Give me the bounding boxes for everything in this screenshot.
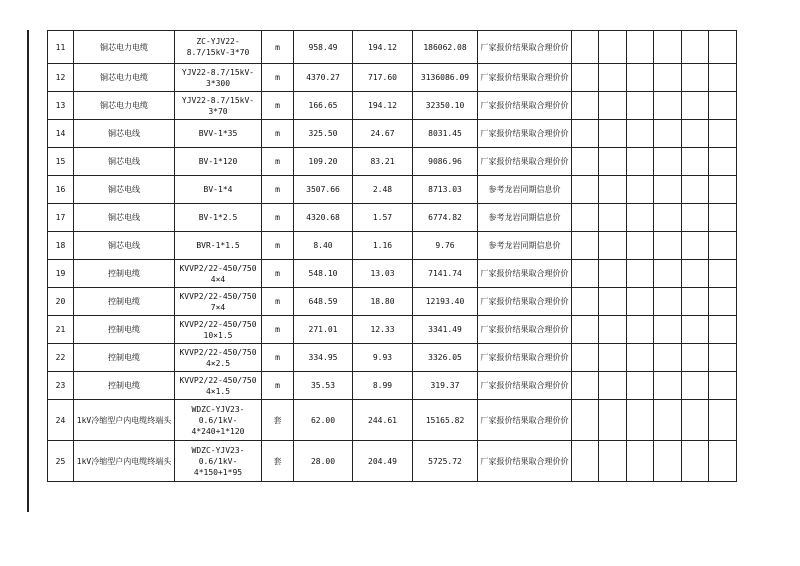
item-note: 厂家报价结果取合理价价 bbox=[478, 372, 572, 400]
item-quantity: 35.53 bbox=[294, 372, 353, 400]
row-number: 19 bbox=[48, 260, 74, 288]
empty-cell bbox=[654, 176, 682, 204]
item-note: 厂家报价结果取合理价价 bbox=[478, 400, 572, 441]
item-name: 控制电缆 bbox=[74, 372, 175, 400]
empty-cell bbox=[682, 176, 709, 204]
item-spec: KVVP2/22-450/750 10×1.5 bbox=[175, 316, 262, 344]
empty-cell bbox=[654, 204, 682, 232]
row-number: 15 bbox=[48, 148, 74, 176]
item-name: 1kV冷缩型户内电缆终端头 bbox=[74, 441, 175, 482]
item-unit: m bbox=[262, 288, 294, 316]
item-name: 控制电缆 bbox=[74, 316, 175, 344]
item-amount: 186062.08 bbox=[413, 31, 478, 64]
empty-cell bbox=[599, 260, 627, 288]
item-amount: 3136086.09 bbox=[413, 64, 478, 92]
empty-cell bbox=[682, 120, 709, 148]
item-unit: m bbox=[262, 344, 294, 372]
empty-cell bbox=[599, 372, 627, 400]
table-row bbox=[48, 148, 737, 176]
item-quantity: 648.59 bbox=[294, 288, 353, 316]
item-unit-price: 244.61 bbox=[353, 400, 413, 441]
empty-cell bbox=[627, 31, 654, 64]
row-number: 18 bbox=[48, 232, 74, 260]
item-note: 厂家报价结果取合理价价 bbox=[478, 441, 572, 482]
item-unit: m bbox=[262, 260, 294, 288]
item-quantity: 28.00 bbox=[294, 441, 353, 482]
empty-cell bbox=[682, 204, 709, 232]
empty-cell bbox=[709, 92, 737, 120]
empty-cell bbox=[654, 120, 682, 148]
empty-cell bbox=[709, 288, 737, 316]
item-spec: YJV22-8.7/15kV-3*70 bbox=[175, 92, 262, 120]
empty-cell bbox=[682, 232, 709, 260]
empty-cell bbox=[709, 372, 737, 400]
item-spec: BVV-1*35 bbox=[175, 120, 262, 148]
empty-cell bbox=[627, 288, 654, 316]
item-unit: m bbox=[262, 64, 294, 92]
empty-cell bbox=[654, 64, 682, 92]
item-name: 铜芯电力电缆 bbox=[74, 31, 175, 64]
table-row bbox=[48, 64, 737, 92]
item-unit: m bbox=[262, 148, 294, 176]
item-spec: KVVP2/22-450/750 4×4 bbox=[175, 260, 262, 288]
empty-cell bbox=[572, 288, 599, 316]
item-name: 1kV冷缩型户内电缆终端头 bbox=[74, 400, 175, 441]
empty-cell bbox=[709, 64, 737, 92]
table-row bbox=[48, 120, 737, 148]
item-name: 铜芯电线 bbox=[74, 120, 175, 148]
empty-cell bbox=[627, 64, 654, 92]
empty-cell bbox=[599, 176, 627, 204]
item-name: 铜芯电线 bbox=[74, 148, 175, 176]
item-amount: 32350.10 bbox=[413, 92, 478, 120]
item-quantity: 4320.68 bbox=[294, 204, 353, 232]
row-number: 12 bbox=[48, 64, 74, 92]
item-amount: 319.37 bbox=[413, 372, 478, 400]
empty-cell bbox=[654, 148, 682, 176]
empty-cell bbox=[682, 288, 709, 316]
item-spec: YJV22-8.7/15kV-3*300 bbox=[175, 64, 262, 92]
row-number: 23 bbox=[48, 372, 74, 400]
item-amount: 8713.03 bbox=[413, 176, 478, 204]
empty-cell bbox=[572, 441, 599, 482]
empty-cell bbox=[627, 92, 654, 120]
table-row bbox=[48, 372, 737, 400]
item-name: 控制电缆 bbox=[74, 344, 175, 372]
table-row bbox=[48, 400, 737, 441]
item-spec: KVVP2/22-450/750 4×2.5 bbox=[175, 344, 262, 372]
empty-cell bbox=[709, 148, 737, 176]
empty-cell bbox=[572, 204, 599, 232]
item-unit-price: 717.60 bbox=[353, 64, 413, 92]
item-unit: m bbox=[262, 372, 294, 400]
empty-cell bbox=[654, 441, 682, 482]
empty-cell bbox=[654, 316, 682, 344]
empty-cell bbox=[709, 316, 737, 344]
item-unit: m bbox=[262, 92, 294, 120]
item-unit: m bbox=[262, 316, 294, 344]
item-name: 铜芯电力电缆 bbox=[74, 92, 175, 120]
empty-cell bbox=[627, 316, 654, 344]
empty-cell bbox=[599, 288, 627, 316]
item-name: 铜芯电线 bbox=[74, 204, 175, 232]
empty-cell bbox=[599, 120, 627, 148]
item-spec: BV-1*120 bbox=[175, 148, 262, 176]
item-unit: m bbox=[262, 176, 294, 204]
empty-cell bbox=[654, 92, 682, 120]
empty-cell bbox=[572, 260, 599, 288]
empty-cell bbox=[654, 288, 682, 316]
price-table bbox=[47, 30, 737, 482]
empty-cell bbox=[627, 372, 654, 400]
table-row bbox=[48, 260, 737, 288]
item-note: 厂家报价结果取合理价价 bbox=[478, 31, 572, 64]
empty-cell bbox=[709, 120, 737, 148]
page-left-border bbox=[27, 30, 29, 512]
empty-cell bbox=[709, 31, 737, 64]
table-row bbox=[48, 204, 737, 232]
empty-cell bbox=[572, 92, 599, 120]
empty-cell bbox=[599, 344, 627, 372]
empty-cell bbox=[599, 31, 627, 64]
empty-cell bbox=[654, 400, 682, 441]
empty-cell bbox=[599, 64, 627, 92]
table-row bbox=[48, 232, 737, 260]
empty-cell bbox=[599, 204, 627, 232]
empty-cell bbox=[682, 148, 709, 176]
empty-cell bbox=[627, 400, 654, 441]
empty-cell bbox=[682, 260, 709, 288]
empty-cell bbox=[627, 176, 654, 204]
row-number: 11 bbox=[48, 31, 74, 64]
item-unit-price: 1.16 bbox=[353, 232, 413, 260]
row-number: 16 bbox=[48, 176, 74, 204]
item-amount: 5725.72 bbox=[413, 441, 478, 482]
item-amount: 9086.96 bbox=[413, 148, 478, 176]
empty-cell bbox=[627, 148, 654, 176]
empty-cell bbox=[627, 204, 654, 232]
empty-cell bbox=[709, 232, 737, 260]
empty-cell bbox=[572, 64, 599, 92]
empty-cell bbox=[599, 400, 627, 441]
empty-cell bbox=[572, 316, 599, 344]
empty-cell bbox=[599, 232, 627, 260]
item-spec: KVVP2/22-450/750 4×1.5 bbox=[175, 372, 262, 400]
empty-cell bbox=[709, 260, 737, 288]
empty-cell bbox=[599, 92, 627, 120]
item-note: 参考龙岩同期信息价 bbox=[478, 232, 572, 260]
item-unit-price: 8.99 bbox=[353, 372, 413, 400]
item-quantity: 325.50 bbox=[294, 120, 353, 148]
item-amount: 8031.45 bbox=[413, 120, 478, 148]
table-body bbox=[48, 31, 737, 482]
row-number: 14 bbox=[48, 120, 74, 148]
item-spec: BV-1*2.5 bbox=[175, 204, 262, 232]
item-spec: WDZC-YJV23-0.6/1kV-4*150+1*95 bbox=[175, 441, 262, 482]
item-amount: 9.76 bbox=[413, 232, 478, 260]
empty-cell bbox=[682, 64, 709, 92]
empty-cell bbox=[572, 372, 599, 400]
table-row bbox=[48, 92, 737, 120]
empty-cell bbox=[654, 344, 682, 372]
empty-cell bbox=[572, 400, 599, 441]
empty-cell bbox=[654, 372, 682, 400]
item-name: 控制电缆 bbox=[74, 288, 175, 316]
empty-cell bbox=[599, 441, 627, 482]
item-amount: 7141.74 bbox=[413, 260, 478, 288]
item-name: 铜芯电力电缆 bbox=[74, 64, 175, 92]
item-amount: 6774.82 bbox=[413, 204, 478, 232]
item-spec: KVVP2/22-450/750 7×4 bbox=[175, 288, 262, 316]
empty-cell bbox=[709, 441, 737, 482]
item-note: 参考龙岩同期信息价 bbox=[478, 204, 572, 232]
item-note: 厂家报价结果取合理价价 bbox=[478, 64, 572, 92]
item-amount: 3326.05 bbox=[413, 344, 478, 372]
empty-cell bbox=[627, 260, 654, 288]
empty-cell bbox=[654, 260, 682, 288]
item-spec: WDZC-YJV23-0.6/1kV-4*240+1*120 bbox=[175, 400, 262, 441]
item-note: 厂家报价结果取合理价价 bbox=[478, 316, 572, 344]
empty-cell bbox=[627, 344, 654, 372]
item-unit-price: 1.57 bbox=[353, 204, 413, 232]
item-note: 参考龙岩同期信息价 bbox=[478, 176, 572, 204]
empty-cell bbox=[709, 204, 737, 232]
empty-cell bbox=[572, 176, 599, 204]
item-quantity: 958.49 bbox=[294, 31, 353, 64]
empty-cell bbox=[572, 148, 599, 176]
item-note: 厂家报价结果取合理价价 bbox=[478, 92, 572, 120]
item-unit-price: 83.21 bbox=[353, 148, 413, 176]
item-note: 厂家报价结果取合理价价 bbox=[478, 120, 572, 148]
table-row bbox=[48, 316, 737, 344]
empty-cell bbox=[709, 400, 737, 441]
empty-cell bbox=[627, 441, 654, 482]
empty-cell bbox=[599, 316, 627, 344]
item-name: 铜芯电线 bbox=[74, 232, 175, 260]
table-row bbox=[48, 176, 737, 204]
empty-cell bbox=[572, 232, 599, 260]
table-row bbox=[48, 31, 737, 64]
empty-cell bbox=[654, 232, 682, 260]
item-quantity: 334.95 bbox=[294, 344, 353, 372]
row-number: 20 bbox=[48, 288, 74, 316]
item-note: 厂家报价结果取合理价价 bbox=[478, 344, 572, 372]
item-amount: 15165.82 bbox=[413, 400, 478, 441]
item-spec: BV-1*4 bbox=[175, 176, 262, 204]
empty-cell bbox=[682, 344, 709, 372]
row-number: 22 bbox=[48, 344, 74, 372]
empty-cell bbox=[627, 120, 654, 148]
item-quantity: 548.10 bbox=[294, 260, 353, 288]
empty-cell bbox=[709, 344, 737, 372]
item-quantity: 8.40 bbox=[294, 232, 353, 260]
item-unit-price: 9.93 bbox=[353, 344, 413, 372]
item-unit: m bbox=[262, 204, 294, 232]
item-quantity: 62.00 bbox=[294, 400, 353, 441]
item-note: 厂家报价结果取合理价价 bbox=[478, 148, 572, 176]
item-unit-price: 194.12 bbox=[353, 31, 413, 64]
item-note: 厂家报价结果取合理价价 bbox=[478, 260, 572, 288]
item-quantity: 3507.66 bbox=[294, 176, 353, 204]
empty-cell bbox=[682, 400, 709, 441]
empty-cell bbox=[627, 232, 654, 260]
item-unit-price: 2.48 bbox=[353, 176, 413, 204]
item-spec: BVR-1*1.5 bbox=[175, 232, 262, 260]
item-quantity: 4370.27 bbox=[294, 64, 353, 92]
table-row bbox=[48, 441, 737, 482]
item-amount: 12193.40 bbox=[413, 288, 478, 316]
item-unit-price: 204.49 bbox=[353, 441, 413, 482]
item-unit-price: 18.80 bbox=[353, 288, 413, 316]
empty-cell bbox=[599, 148, 627, 176]
row-number: 21 bbox=[48, 316, 74, 344]
item-unit-price: 12.33 bbox=[353, 316, 413, 344]
item-note: 厂家报价结果取合理价价 bbox=[478, 288, 572, 316]
item-name: 铜芯电线 bbox=[74, 176, 175, 204]
item-unit-price: 24.67 bbox=[353, 120, 413, 148]
item-quantity: 271.01 bbox=[294, 316, 353, 344]
item-quantity: 109.20 bbox=[294, 148, 353, 176]
item-unit: m bbox=[262, 31, 294, 64]
item-quantity: 166.65 bbox=[294, 92, 353, 120]
item-unit-price: 13.03 bbox=[353, 260, 413, 288]
empty-cell bbox=[654, 31, 682, 64]
table-row bbox=[48, 344, 737, 372]
empty-cell bbox=[572, 344, 599, 372]
item-amount: 3341.49 bbox=[413, 316, 478, 344]
item-name: 控制电缆 bbox=[74, 260, 175, 288]
item-spec: ZC-YJV22-8.7/15kV-3*70 bbox=[175, 31, 262, 64]
item-unit: 套 bbox=[262, 400, 294, 441]
row-number: 13 bbox=[48, 92, 74, 120]
item-unit: m bbox=[262, 232, 294, 260]
empty-cell bbox=[572, 31, 599, 64]
empty-cell bbox=[682, 92, 709, 120]
row-number: 17 bbox=[48, 204, 74, 232]
item-unit: 套 bbox=[262, 441, 294, 482]
empty-cell bbox=[682, 31, 709, 64]
row-number: 24 bbox=[48, 400, 74, 441]
empty-cell bbox=[682, 441, 709, 482]
empty-cell bbox=[682, 372, 709, 400]
item-unit-price: 194.12 bbox=[353, 92, 413, 120]
empty-cell bbox=[572, 120, 599, 148]
empty-cell bbox=[709, 176, 737, 204]
empty-cell bbox=[682, 316, 709, 344]
row-number: 25 bbox=[48, 441, 74, 482]
item-unit: m bbox=[262, 120, 294, 148]
table-row bbox=[48, 288, 737, 316]
